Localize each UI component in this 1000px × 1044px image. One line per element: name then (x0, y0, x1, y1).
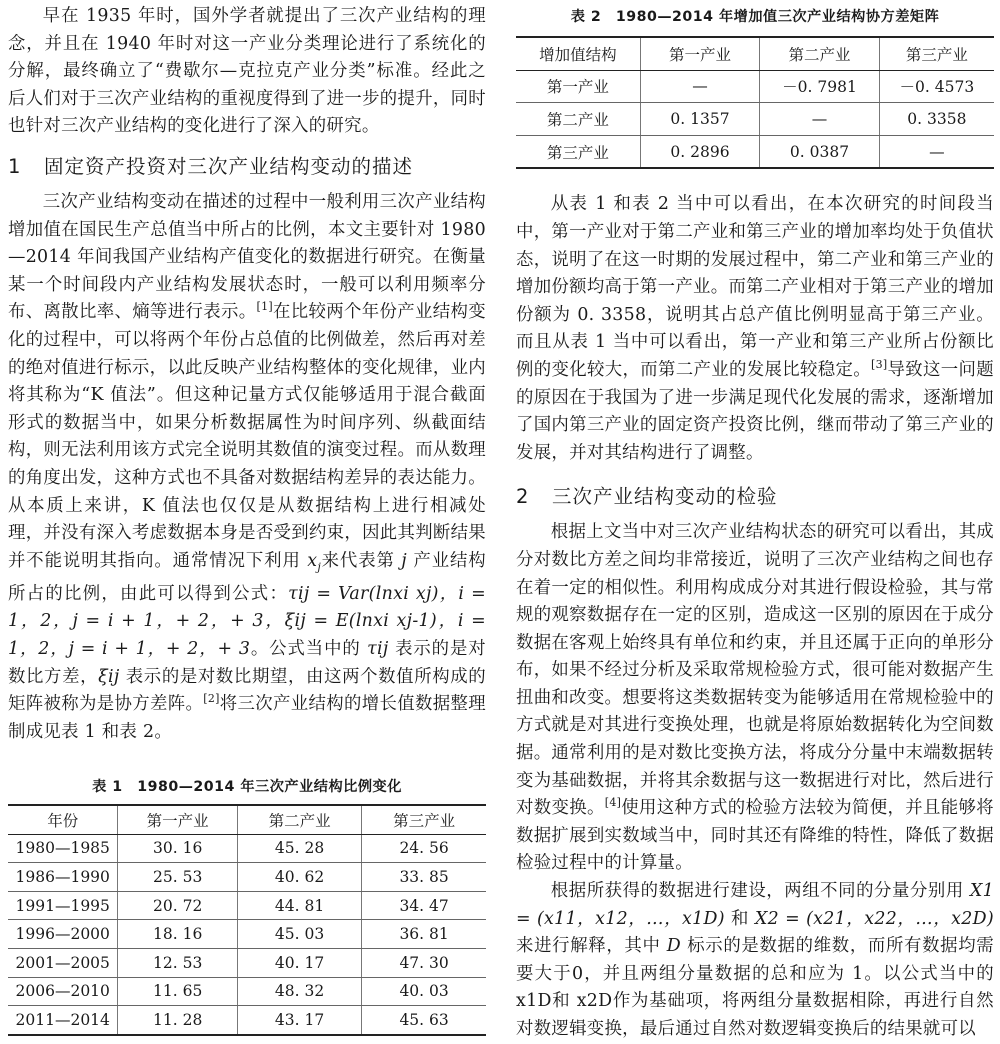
section-1-title: 固定资产投资对三次产业结构变动的描述 (44, 154, 414, 178)
table-cell: — (760, 103, 880, 136)
var-x-subscript: j (317, 560, 322, 574)
s2p2-text-5: 和 (551, 991, 577, 1012)
table-cell: 43. 17 (237, 1006, 361, 1035)
var-x: x (307, 550, 318, 571)
table-cell: 20. 72 (118, 891, 238, 920)
section-1-paragraph (8, 189, 486, 746)
formula-tau-xi: τij = Var(lnxi xj)，i = 1，2，j = i + 1，+ 2，+ 3，ξij = E(lnxi xj-1)，i = 1，2，j = i + 1，+ 2，+ 3 (8, 583, 486, 659)
table-1-header-row (8, 805, 486, 834)
table-2-header-cell: 增加值结构 (516, 37, 640, 70)
table-1-header-cell: 第二产业 (237, 805, 361, 834)
symbol-tau: τij (367, 638, 389, 659)
table-cell: — (640, 70, 760, 103)
table-cell: 第三产业 (516, 135, 640, 168)
section-2-title: 三次产业结构变动的检验 (552, 485, 778, 509)
left-column (8, 0, 486, 746)
s1-text-8: 将三次产业结构的增长值数据整理制成见表 1 和表 2。 (8, 694, 486, 742)
table-cell: 11. 28 (118, 1006, 238, 1035)
table-cell: 25. 53 (118, 863, 238, 892)
formula-x2: X2 = (x21，x22，…，x2D) (755, 908, 994, 929)
table-cell: 2006—2010 (8, 977, 118, 1006)
table-cell: 48. 32 (237, 977, 361, 1006)
table-cell: 45. 03 (237, 920, 361, 949)
table-cell: 34. 47 (362, 891, 486, 920)
table-cell: 0. 3358 (879, 103, 994, 136)
section-2-paragraph-2 (516, 878, 994, 1044)
table-1-row (8, 891, 486, 920)
section-2-paragraph-1 (516, 519, 994, 878)
s1-text-4: 产业结构所占的比例，由此可以得到公式： (8, 550, 486, 604)
s2p2-text-4: 标示的是数据的维数，而所有数据均需要大于0，并且两组分量数据的总和应为 1。以公式当中的 (516, 936, 995, 984)
table-cell: 44. 81 (237, 891, 361, 920)
s2p2-text-2: 和 (724, 908, 755, 929)
table-1-row (8, 863, 486, 892)
table-2-row (516, 103, 994, 136)
s2p2-text-1: 根据所获得的数据进行建设，两组不同的分量分别用 (550, 881, 970, 902)
symbol-x2D: x2D (576, 991, 613, 1012)
table-1-row (8, 920, 486, 949)
table-cell: — (879, 135, 994, 168)
citation-3: [3] (871, 358, 888, 372)
s2-text-2: 使用这种方式的检验方法较为简便，并且能够将数据扩展到实数域当中，同时其还有降维的特性，降低了数据检验过程中的计算量。 (516, 798, 994, 874)
formula-x1: X1 = (x11，x12，…，x1D) (516, 881, 994, 929)
table-cell: 第二产业 (516, 103, 640, 136)
s1-text-6: 表示的是对数比方差， (8, 638, 486, 687)
symbol-x1D: x1D (516, 991, 552, 1012)
table-cell: 40. 62 (237, 863, 361, 892)
table-cell: 12. 53 (118, 948, 238, 977)
table-cell: 0. 1357 (640, 103, 760, 136)
table-cell: －0. 4573 (879, 70, 994, 103)
table-cell: 1986—1990 (8, 863, 118, 892)
table-2-row (516, 70, 994, 103)
intro-paragraph: 早在 1935 年时，国外学者就提出了三次产业结构的理念，并且在 1940 年时对这一产业分类理论进行了系统化的分解，最终确立了“费歇尔—克拉克产业分类”标准。经此之后人们对于三次产业结构的重视度得到了进一步的提升，同时也针对三次产业结构的变化进行了深入的研究。 (8, 6, 486, 137)
table-2-header-cell: 第一产业 (640, 37, 760, 70)
table-1-row (8, 1006, 486, 1035)
symbol-xi: ξij (98, 666, 120, 687)
table-cell: 40. 03 (362, 977, 486, 1006)
table-2-row (516, 135, 994, 168)
var-D: D (666, 936, 682, 957)
citation-4: [4] (604, 796, 622, 810)
table-cell: 2001—2005 (8, 948, 118, 977)
s1-text-3: 来代表第 (321, 550, 402, 571)
table-cell: 1996—2000 (8, 920, 118, 949)
s2p2-text-6: 作为基础项，将两组分量数据相除，再进行自然对数逻辑变换，最后通过自然对数逻辑变换后的结果就可以 (516, 991, 994, 1039)
var-j: j (401, 550, 407, 571)
citation-2: [2] (203, 692, 220, 706)
right-column (516, 0, 994, 1044)
s2-text-1: 根据上文当中对三次产业结构状态的研究可以看出，其成分对数比方差之间均非常接近，说明了三次产业结构之间也存在着一定的相似性。利用构成成分对其进行假设检验，其与常规的观察数据存在一定的区别，造成这一区别的原因在于成分数据在客观上始终具有单位和约束，并且还属于正向的单形分布，如果不经过分析及采取常规检验方式，很可能对数据产生扭曲和改变。想要将这类数据转变为能够适用在常规检验中的方式就是对其进行变换处理，也就是将原始数据转化为空间数据。通常利用的是对数比变换方法，将成分分量中末端数据转变为基础数据，并将其余数据与这一数据进行对比，然后进行对数变换。 (516, 522, 994, 819)
table-cell: 24. 56 (362, 834, 486, 863)
analysis-paragraph (516, 191, 994, 467)
section-1-number: 1 (8, 154, 22, 178)
table-cell: 33. 85 (362, 863, 486, 892)
table-2-header-row (516, 37, 994, 70)
table-1-row (8, 948, 486, 977)
table-cell: 0. 0387 (760, 135, 880, 168)
table-1-caption: 表 1 1980—2014 年三次产业结构比例变化 (92, 779, 402, 795)
table-cell: 47. 30 (362, 948, 486, 977)
citation-1: [1] (256, 300, 273, 314)
table-2 (516, 36, 994, 169)
table-cell: 45. 28 (237, 834, 361, 863)
analysis-text-1: 从表 1 和表 2 当中可以看出，在本次研究的时间段当中，第一产业对于第二产业和第三产业的增加率均处于负值状态，说明了在这一时期的发展过程中，第二产业和第三产业的增加份额均高于第一产业。而第二产业相对于第三产业的增加份额为 0. 3358，说明其占总产值比例明显高于第三产业。而且从表 1 当中可以看出，第一产业和第三产业所占份额比例的变化较大，而第二产业的发展比较稳定。 (516, 194, 994, 380)
table-cell: 1991—1995 (8, 891, 118, 920)
s1-text-2: 在比较两个年份产业结构变化的过程中，可以将两个年份占总值的比例做差，然后再对差的绝对值进行标示，以此反映产业结构整体的变化规律，业内将其称为“K 值法”。但这种记量方式仅能够适用于混合截面形式的数据当中，如果分析数据属性为时间序列、纵截面结构，则无法利用该方式完全说明其数值的演变过程。而从数理的角度出发，这种方式也不具备对数据结构差异的表达能力。从本质上来讲，K 值法也仅仅是从数据结构上进行相减处理，并没有深入考虑数据本身是否受到约束，因此其判断结果并不能说明其指向。通常情况下利用 (8, 302, 487, 571)
section-2-heading (516, 477, 994, 517)
table-cell: 0. 2896 (640, 135, 760, 168)
table-2-header-cell: 第二产业 (760, 37, 880, 70)
s1-text-1: 三次产业结构变动在描述的过程中一般利用三次产业结构增加值在国民生产总值当中所占的比例，本文主要针对 1980—2014 年间我国产业结构产值变化的数据进行研究。在衡量某一个时间段内产业结构发展状态时，一般可以利用频率分布、离散比率、熵等进行表示。 (8, 191, 486, 323)
s2p2-text-3: 来进行解释，其中 (516, 936, 667, 957)
table-cell: －0. 7981 (760, 70, 880, 103)
table-1-row (8, 834, 486, 863)
s1-text-7: 表示的是对数比期望，由这两个数值所构成的矩阵被称为是协方差阵。 (8, 666, 486, 715)
table-cell: 18. 16 (118, 920, 238, 949)
table-1-row (8, 977, 486, 1006)
table-1-block (8, 776, 486, 1036)
table-1-header-cell: 第三产业 (362, 805, 486, 834)
table-cell: 40. 17 (237, 948, 361, 977)
table-1 (8, 804, 486, 1036)
table-cell: 1980—1985 (8, 834, 118, 863)
section-2-number: 2 (516, 485, 530, 509)
table-2-caption: 表 2 1980—2014 年增加值三次产业结构协方差矩阵 (570, 9, 940, 25)
s1-text-5: 。公式当中的 (250, 638, 368, 659)
table-cell: 11. 65 (118, 977, 238, 1006)
table-cell: 36. 81 (362, 920, 486, 949)
table-cell: 2011—2014 (8, 1006, 118, 1035)
section-1-heading (8, 147, 486, 187)
table-cell: 30. 16 (118, 834, 238, 863)
table-1-header-cell: 第一产业 (118, 805, 238, 834)
table-1-header-cell: 年份 (8, 805, 118, 834)
table-cell: 第一产业 (516, 70, 640, 103)
analysis-text-2: 导致这一问题的原因在于我国为了进一步满足现代化发展的需求，逐渐增加了国内第三产业的固定资产投资比例，继而带动了第三产业的发展，并对其结构进行了调整。 (516, 359, 994, 463)
table-2-header-cell: 第三产业 (879, 37, 994, 70)
table-cell: 45. 63 (362, 1006, 486, 1035)
